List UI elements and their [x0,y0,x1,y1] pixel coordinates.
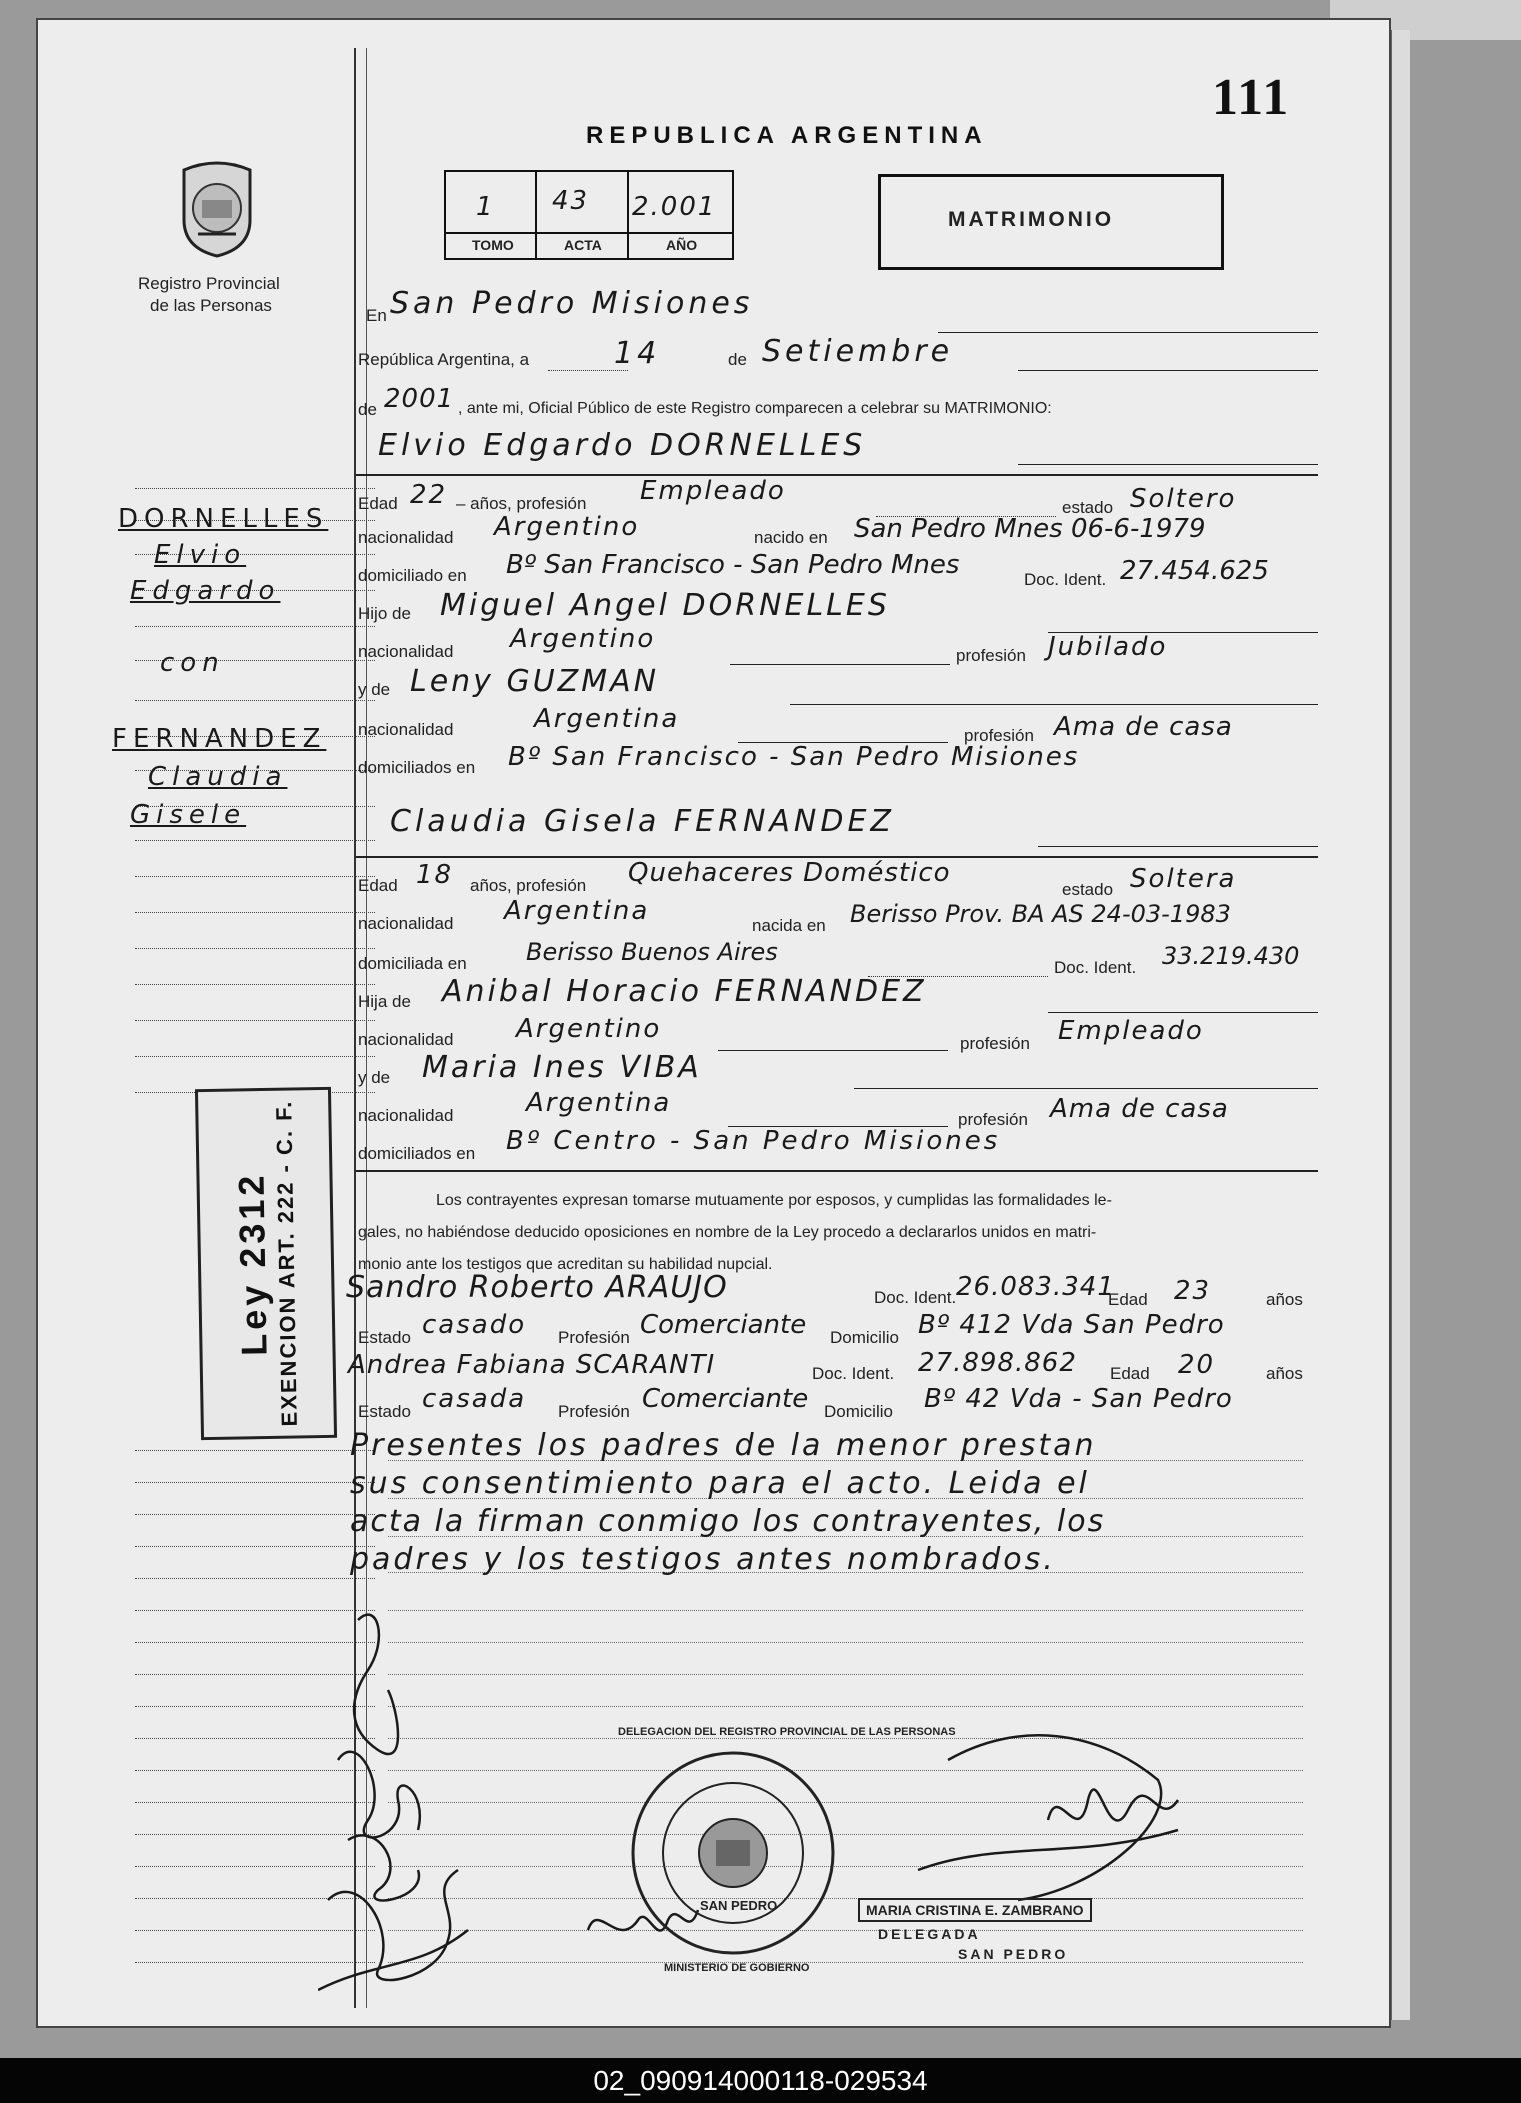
groom-father: Miguel Angel DORNELLES [440,588,890,623]
bride-father-nac: Argentino [516,1014,662,1044]
bride-name: Claudia Gisela FERNANDEZ [390,804,895,839]
bride-edad-label: Edad [358,876,398,895]
bride-yde-label: y de [358,1068,391,1087]
page-number: 111 [1212,69,1291,126]
rule [1038,846,1318,847]
notes-line3: acta la firman conmigo los contrayentes, los [350,1504,1106,1539]
bride-mother-prof: Ama de casa [1050,1094,1229,1124]
document-page [36,18,1391,2028]
groom-name: Elvio Edgardo DORNELLES [378,428,867,463]
groom-profesion: Empleado [640,476,786,506]
rule [718,1050,948,1051]
bride-edad: 18 [416,860,454,890]
witness2-doc: 27.898.862 [918,1348,1077,1378]
bride-nacida: Berisso Prov. BA AS 24-03-1983 [850,900,1231,928]
witness2-profesion-label: Profesión [558,1402,630,1421]
seal-ring-text: DELEGACION DEL REGISTRO PROVINCIAL DE LAS PERSONAS [618,1726,956,1738]
rule [1048,1012,1318,1013]
bride-father-nac-label: nacionalidad [358,1030,454,1049]
en-label: En [366,306,387,325]
groom-parents-dom: Bº San Francisco - San Pedro Misiones [508,742,1080,772]
notes-line1: Presentes los padres de la menor prestan [350,1428,1097,1463]
cell-divider-h [444,232,732,234]
acta-value: 43 [552,186,590,216]
witness2-name: Andrea Fabiana SCARANTI [348,1350,716,1380]
witness2-estado-label: Estado [358,1402,411,1421]
witness1-doc-label: Doc. Ident. [874,1288,957,1307]
groom-father-nac-label: nacionalidad [358,642,454,661]
groom-mother-prof-label: profesión [964,726,1034,745]
witness2-doc-label: Doc. Ident. [812,1364,895,1383]
year-prefix: de [358,400,377,419]
official-stamp-name: MARIA CRISTINA E. ZAMBRANO [858,1898,1092,1922]
witness1-estado-label: Estado [358,1328,411,1347]
rule [1018,370,1318,371]
groom-nacido: San Pedro Mnes 06-6-1979 [854,514,1206,544]
de-label: de [728,350,747,369]
bride-father-prof-label: profesión [960,1034,1030,1053]
footer-id-bar: 02_090914000118-029534 [0,2058,1521,2103]
notes-line2: sus consentimiento para el acto. Leida el [350,1466,1090,1501]
notes-line4: padres y los testigos antes nombrados. [350,1542,1056,1577]
registry-seal [174,160,260,260]
witness2-anos-label: años [1266,1364,1303,1383]
witness2-edad-label: Edad [1110,1364,1150,1383]
bride-domicilio-label: domiciliada en [358,954,467,973]
margin-bride-surname: FERNANDEZ [112,724,327,754]
groom-parents-dom-label: domiciliados en [358,758,476,777]
bride-mother-nac-label: nacionalidad [358,1106,454,1125]
tomo-value: 1 [476,192,495,222]
groom-mother: Leny GUZMAN [410,664,660,699]
witness2-domicilio: Bº 42 Vda - San Pedro [924,1384,1233,1414]
cell-divider-1 [535,170,537,258]
witness1-estado: casado [422,1310,527,1340]
groom-estado-label: estado [1062,498,1114,517]
official-stamp-title: DELEGADA [878,1926,981,1942]
rule [1018,464,1318,465]
groom-nacionalidad: Argentino [494,512,640,542]
groom-mother-nac-label: nacionalidad [358,720,454,739]
rule [854,1088,1318,1089]
groom-nacido-label: nacido en [754,528,828,547]
record-number-cells [444,170,734,260]
acta-label: ACTA [564,237,602,253]
groom-hijo-label: Hijo de [358,604,411,623]
ley-stamp-line1: Ley 2312 [230,1171,275,1357]
groom-father-prof-label: profesión [956,646,1026,665]
marriage-place: San Pedro Misiones [390,286,754,321]
bride-estado: Soltera [1130,864,1237,894]
margin-bride-middle: Gisele [130,800,247,830]
margin-groom-surname: DORNELLES [118,504,329,534]
country-title: REPUBLICA ARGENTINA [586,122,988,149]
witness1-domicilio: Bº 412 Vda San Pedro [918,1310,1225,1340]
groom-doc-label: Doc. Ident. [1024,570,1107,589]
ley-exemption-stamp [195,1087,337,1440]
bride-profesion: Quehaceres Doméstico [628,858,951,888]
republica-label: República Argentina, a [358,350,530,369]
seal-city: SAN PEDRO [700,1898,778,1913]
legal-text-line2: gales, no habiéndose deducido oposiciones en nombre de la Ley procedo a declararlos unidos en matri- [358,1224,1097,1241]
groom-edad-label: Edad [358,494,398,513]
bride-nacionalidad: Argentina [504,896,650,926]
groom-nacionalidad-label: nacionalidad [358,528,454,547]
cell-divider-2 [627,170,629,258]
seal-bottom-text: MINISTERIO DE GOBIERNO [664,1962,810,1974]
ano-label: AÑO [666,237,698,253]
margin-bride-first: Claudia [148,762,288,792]
section-rule [356,474,1318,476]
page-edge [1391,30,1410,2020]
legal-text-line1: Los contrayentes expresan tomarse mutuamente por esposos, y cumplidas las formalidades le- [436,1192,1112,1209]
bride-doc-label: Doc. Ident. [1054,958,1137,977]
bride-father: Anibal Horacio FERNANDEZ [442,974,927,1009]
groom-domicilio-label: domiciliado en [358,566,467,585]
bride-nacionalidad-label: nacionalidad [358,914,454,933]
witness1-name: Sandro Roberto ARAUJO [346,1270,728,1305]
groom-doc: 27.454.625 [1120,556,1269,586]
rule [790,704,1318,705]
witness1-edad: 23 [1174,1276,1212,1306]
groom-edad: 22 [410,480,448,510]
groom-estado: Soltero [1130,484,1237,514]
bride-mother-nac: Argentina [526,1088,672,1118]
bride-doc: 33.219.430 [1162,942,1300,970]
witness1-domicilio-label: Domicilio [830,1328,899,1347]
bride-parents-dom: Bº Centro - San Pedro Misiones [506,1126,1001,1156]
bride-parents-dom-label: domiciliados en [358,1144,476,1163]
bride-father-prof: Empleado [1058,1016,1204,1046]
groom-father-nac: Argentino [510,624,656,654]
groom-father-prof: Jubilado [1048,632,1168,662]
witness1-edad-label: Edad [1108,1290,1148,1309]
ano-value: 2.001 [632,192,717,222]
bride-nacida-label: nacida en [752,916,826,935]
groom-mother-prof: Ama de casa [1054,712,1233,742]
official-stamp-city: SAN PEDRO [958,1946,1069,1962]
tomo-label: TOMO [472,237,514,253]
bride-hija-label: Hija de [358,992,411,1011]
marriage-day: 14 [614,336,661,371]
marriage-year: 2001 [384,384,455,414]
legal-text-line3: monio ante los testigos que acreditan su habilidad nupcial. [358,1256,773,1273]
official-stamp [858,1898,1148,1968]
witness2-domicilio-label: Domicilio [824,1402,893,1421]
groom-domicilio: Bº San Francisco - San Pedro Mnes [506,550,960,580]
rule [730,664,950,665]
bride-mother-prof-label: profesión [958,1110,1028,1129]
margin-groom-first: Elvio [154,540,247,570]
comparecen-text: , ante mi, Oficial Público de este Registro comparecen a celebrar su MATRIMONIO: [458,400,1052,417]
registry-name-2: de las Personas [150,296,272,315]
groom-mother-nac: Argentina [534,704,680,734]
bride-estado-label: estado [1062,880,1114,899]
witness1-profesion: Comerciante [640,1310,807,1340]
margin-con: con [160,648,225,678]
bride-anos-label: años, profesión [470,876,587,895]
margin-groom-middle: Edgardo [130,576,281,606]
ley-stamp-line2: EXENCION ART. 222 - C. F. [271,1099,302,1427]
rule [938,332,1318,333]
section-rule [356,1170,1318,1172]
witness1-profesion-label: Profesión [558,1328,630,1347]
witness1-anos-label: años [1266,1290,1303,1309]
witness2-profesion: Comerciante [642,1384,809,1414]
witness1-doc: 26.083.341 [956,1272,1115,1302]
marriage-month: Setiembre [762,334,954,369]
registry-name: Registro Provincial [138,274,280,293]
groom-yde-label: y de [358,680,391,699]
record-type: MATRIMONIO [948,208,1115,231]
witness2-edad: 20 [1178,1350,1216,1380]
groom-anos-label: – años, profesión [456,494,587,513]
bride-mother: Maria Ines VIBA [422,1050,702,1085]
witness2-estado: casada [422,1384,527,1414]
bride-domicilio: Berisso Buenos Aires [526,938,778,966]
